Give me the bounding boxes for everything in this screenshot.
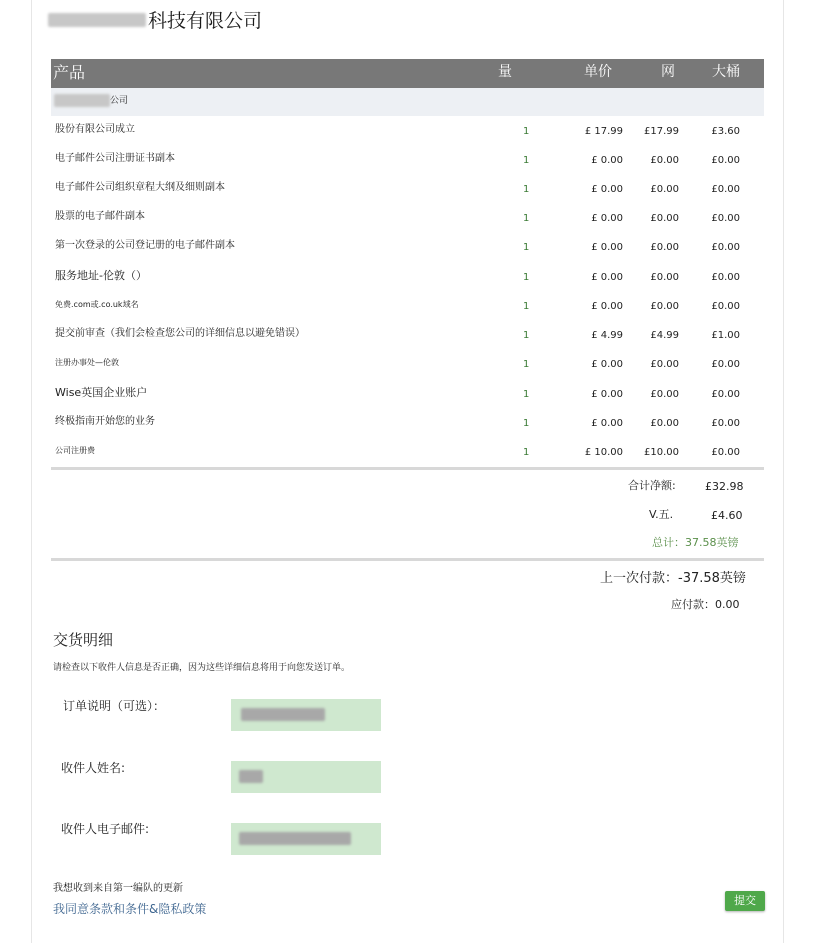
item-qty: 1	[523, 418, 530, 429]
item-name: 免费.com或.co.uk域名	[55, 300, 139, 309]
submit-button[interactable]: 提交	[725, 891, 765, 911]
table-row	[51, 204, 764, 233]
item-unit-price: £ 0.00	[591, 359, 623, 370]
column-header-vat: 大桶	[712, 64, 740, 80]
item-unit-price: £ 0.00	[591, 301, 623, 312]
item-vat: £0.00	[711, 447, 740, 458]
redacted-recipient-name	[239, 770, 263, 783]
item-qty: 1	[523, 242, 530, 253]
column-header-product: 产品	[53, 63, 86, 82]
table-row	[51, 409, 764, 438]
redacted-group-name	[54, 94, 110, 107]
item-name: 提交前审查（我们会检查您公司的详细信息以避免错误）	[55, 328, 305, 339]
item-net: £10.00	[644, 447, 679, 458]
item-name: 公司注册费	[55, 446, 95, 455]
item-vat: £0.00	[711, 213, 740, 224]
item-vat: £1.00	[711, 330, 740, 341]
company-name-text: 科技有限公司	[148, 10, 263, 32]
updates-optin-text[interactable]: 我想收到来自第一编队的更新	[53, 883, 183, 894]
item-vat: £0.00	[711, 359, 740, 370]
order-table-header	[51, 59, 764, 88]
item-net: £0.00	[650, 389, 679, 400]
item-qty: 1	[523, 330, 530, 341]
item-unit-price: £ 10.00	[584, 447, 623, 458]
item-vat: £0.00	[711, 184, 740, 195]
redacted-recipient-email	[239, 832, 351, 845]
column-header-unit-price: 单价	[584, 64, 612, 80]
item-qty: 1	[523, 359, 530, 370]
vat-value: £4.60	[711, 509, 743, 522]
item-name: 终极指南开始您的业务	[55, 416, 155, 427]
page-border-right	[783, 0, 784, 943]
table-row	[51, 292, 764, 321]
item-unit-price: £ 0.00	[591, 155, 623, 166]
item-net: £0.00	[650, 272, 679, 283]
item-vat: £0.00	[711, 301, 740, 312]
divider-summary	[51, 558, 764, 561]
table-row	[51, 263, 764, 292]
table-row	[51, 146, 764, 175]
item-unit-price: £ 17.99	[584, 126, 623, 137]
item-name: 股份有限公司成立	[55, 124, 135, 135]
grand-total: 总计：37.58英镑	[652, 536, 739, 549]
redacted-order-note	[241, 708, 325, 721]
recipient-email-input[interactable]	[231, 823, 381, 855]
item-vat: £0.00	[711, 242, 740, 253]
item-unit-price: £ 0.00	[591, 418, 623, 429]
column-header-net: 网	[661, 64, 675, 80]
item-net: £0.00	[650, 301, 679, 312]
item-net: £0.00	[650, 242, 679, 253]
item-net: £4.99	[650, 330, 679, 341]
recipient-name-label: 收件人姓名:	[61, 761, 126, 775]
table-row	[51, 175, 764, 204]
company-title	[48, 8, 262, 34]
item-name: 注册办事处—伦敦	[55, 358, 119, 367]
item-vat: £0.00	[711, 155, 740, 166]
item-name: Wise英国企业账户	[55, 386, 148, 399]
net-total-value: £32.98	[705, 480, 744, 493]
item-qty: 1	[523, 126, 530, 137]
item-unit-price: £ 0.00	[591, 184, 623, 195]
divider-items	[51, 467, 764, 470]
table-row	[51, 380, 764, 409]
item-net: £0.00	[650, 184, 679, 195]
previous-payment: 上一次付款：-37.58英镑	[600, 571, 746, 586]
item-name: 电子邮件公司注册证书副本	[55, 153, 175, 164]
column-header-qty: 量	[498, 64, 512, 80]
item-unit-price: £ 0.00	[591, 213, 623, 224]
item-qty: 1	[523, 301, 530, 312]
table-row	[51, 233, 764, 262]
amount-due: 应付款：0.00	[671, 598, 740, 611]
item-qty: 1	[523, 155, 530, 166]
item-name: 第一次登录的公司登记册的电子邮件副本	[55, 240, 235, 251]
item-net: £0.00	[650, 155, 679, 166]
item-unit-price: £ 0.00	[591, 389, 623, 400]
table-row	[51, 117, 764, 146]
order-note-input[interactable]	[231, 699, 381, 731]
item-qty: 1	[523, 272, 530, 283]
item-unit-price: £ 0.00	[591, 242, 623, 253]
group-row	[51, 88, 764, 116]
delivery-title: 交货明细	[53, 631, 114, 649]
item-qty: 1	[523, 389, 530, 400]
item-net: £0.00	[650, 418, 679, 429]
terms-privacy-link[interactable]: 我同意条款和条件&隐私政策	[53, 902, 207, 916]
item-vat: £0.00	[711, 272, 740, 283]
table-row	[51, 321, 764, 350]
item-qty: 1	[523, 184, 530, 195]
item-vat: £0.00	[711, 418, 740, 429]
recipient-name-input[interactable]	[231, 761, 381, 793]
item-name: 股票的电子邮件副本	[55, 211, 145, 222]
item-unit-price: £ 0.00	[591, 272, 623, 283]
item-vat: £3.60	[711, 126, 740, 137]
delivery-note: 请检查以下收件人信息是否正确，因为这些详细信息将用于向您发送订单。	[53, 663, 351, 673]
item-net: £0.00	[650, 359, 679, 370]
item-unit-price: £ 4.99	[591, 330, 623, 341]
item-vat: £0.00	[711, 389, 740, 400]
group-label: 公司	[110, 96, 129, 106]
page-border-left	[31, 0, 32, 943]
recipient-email-label: 收件人电子邮件:	[61, 822, 150, 836]
item-name: 服务地址-伦敦（）	[55, 269, 147, 282]
item-name: 电子邮件公司组织章程大纲及细则副本	[55, 182, 225, 193]
item-qty: 1	[523, 447, 530, 458]
item-net: £17.99	[644, 126, 679, 137]
item-net: £0.00	[650, 213, 679, 224]
order-note-label: 订单说明（可选）：	[63, 699, 166, 713]
redacted-company-prefix	[48, 13, 146, 27]
net-total-label: 合计净额:	[628, 479, 676, 492]
table-row	[51, 438, 764, 467]
item-qty: 1	[523, 213, 530, 224]
table-row	[51, 350, 764, 379]
vat-label: V.五.	[649, 508, 674, 521]
